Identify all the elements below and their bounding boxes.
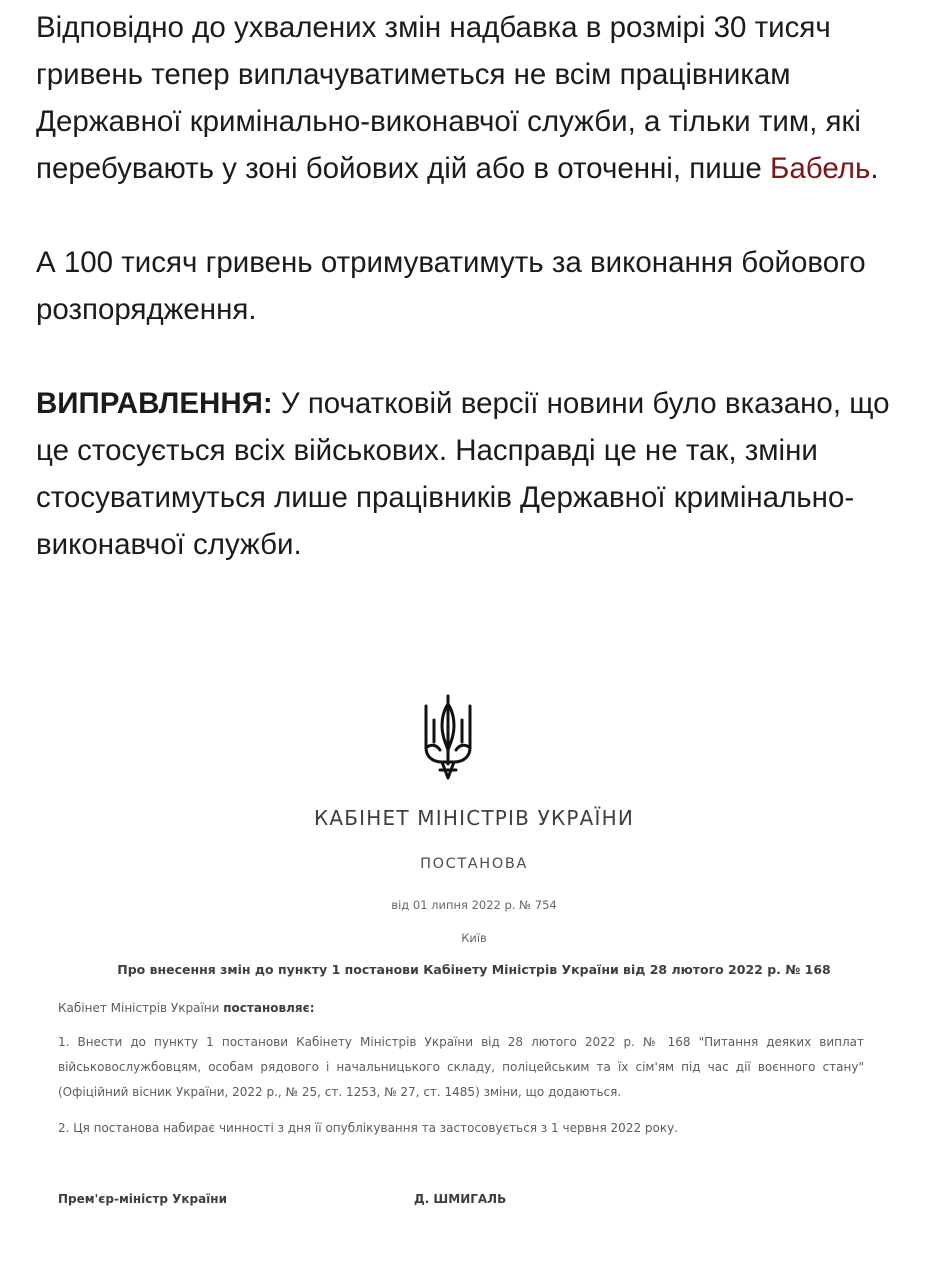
signer-name: Д. ШМИГАЛЬ [414,1192,507,1206]
document-org: КАБІНЕТ МІНІСТРІВ УКРАЇНИ [313,806,635,830]
trident-icon [420,692,476,782]
paragraph-allowance-text: Відповідно до ухвалених змін надбавка в розмірі 30 тисяч гривень тепер виплачуватиметься не всім працівникам Державної кримінально-виконавчої служби, а тільки тим, які перебувають у зоні бойових дій або в оточенні, пише [36,11,861,185]
document-subject: Про внесення змін до пункту 1 постанови Кабінету Міністрів України від 28 лютого 2022 р. № 168 [117,962,831,977]
signer-title: Прем'єр-міністр України [58,1192,227,1206]
paragraph-allowance-end: . [870,152,879,185]
correction-text: У початковій версії новини було вказано, що це стосується всіх військових. Насправді це не так, зміни стосуватимуться лише працівників Державної кримінально-виконавчої служби. [36,387,890,561]
paragraph-correction [36,380,906,568]
resolution-document-image [34,690,914,1280]
correction-label: ВИПРАВЛЕННЯ: [36,387,273,420]
decree-word: постановляє: [223,1001,315,1015]
paragraph-allowance [36,4,906,192]
article-text [36,4,906,568]
decree-item-2: 2. Ця постанова набирає чинності з дня її опублікування та застосовується з 1 червня 2022 року. [58,1121,679,1135]
babel-source-link[interactable]: Бабель [769,152,871,185]
decree-intro [58,996,864,1021]
document-kind: ПОСТАНОВА [420,856,528,872]
document-date: від 01 липня 2022 р. № 754 [391,898,557,912]
paragraph-combat-order: А 100 тисяч гривень отримуватимуть за виконання бойового розпорядження. [36,246,866,326]
decree-prefix: Кабінет Міністрів України [58,1001,224,1015]
decree-item-1: 1. Внести до пункту 1 постанови Кабінету Міністрів України від 28 лютого 2022 р. № 168 "Питання деяких виплат військовослужбовцям, особам рядового і начальницького складу, поліцейським та їх сім'ям під час дії воєнного стану" (Офіційний вісник України, 2022 р., № 25, ст. 1253, № 27, ст. 1485) зміни, що додаються. [58,1035,864,1099]
document-city: Київ [461,931,487,945]
